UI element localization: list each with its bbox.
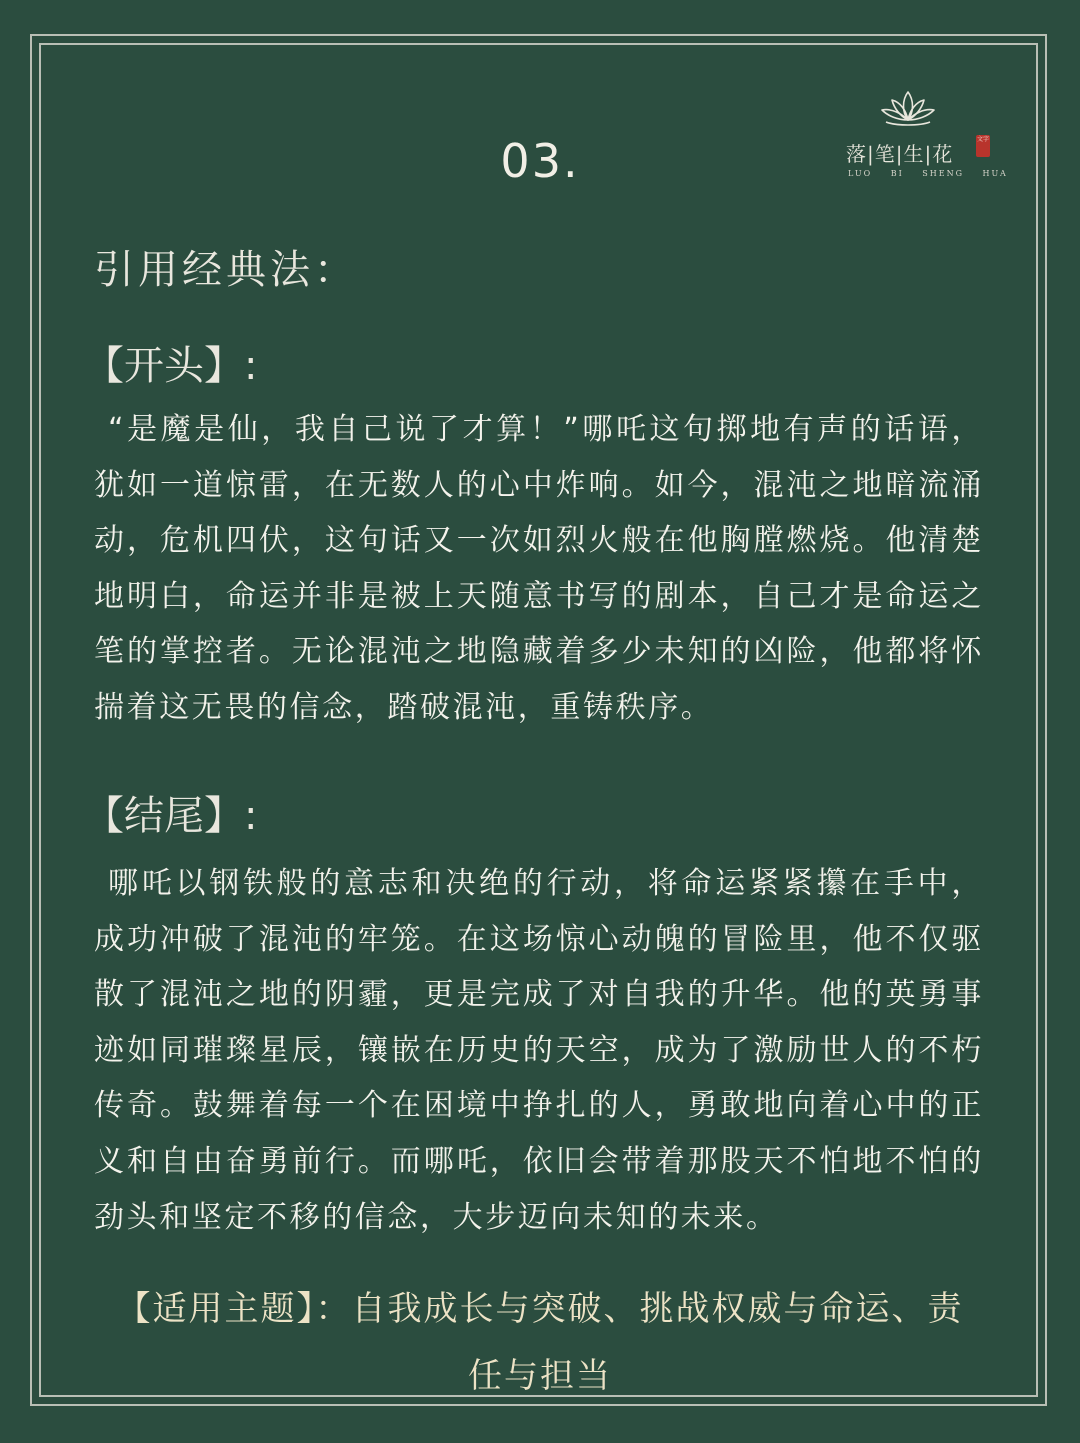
page-heading: 引用经典法： — [94, 247, 358, 293]
ending-paragraph: 哪吒以钢铁般的意志和决绝的行动，将命运紧紧攥在手中，成功冲破了混沌的牢笼。在这场惊心动魄的冒险里，他不仅驱散了混沌之地的阴霾，更是完成了对自我的升华。他的英勇事迹如同璀璨星辰，镶嵌在历史的天空，成为了激励世人的不朽传奇。鼓舞着每一个在困境中挣扎的人，勇敢地向着心中的正义和自由奋勇前行。而哪吒，依旧会带着那股天不怕地不怕的劲头和坚定不移的信念，大步迈向未知的未来。 — [94, 866, 984, 1235]
ending-label: 【结尾】: — [84, 793, 258, 839]
brand-name: 落|笔|生|花 — [846, 142, 954, 166]
applicable-themes — [0, 1276, 1080, 1410]
applicable-themes-text: 【适用主题】：自我成长与突破、挑战权威与命运、责任与担当 — [116, 1289, 964, 1396]
brand-seal: 文字 — [976, 135, 990, 157]
section-number: 03. — [500, 134, 580, 188]
brand-pinyin: LUO BI SHENG HUA — [848, 169, 1008, 178]
lotus-icon — [876, 88, 940, 130]
opening-label: 【开头】: — [84, 343, 258, 389]
opening-paragraph: “是魔是仙，我自己说了才算！”哪吒这句掷地有声的话语，犹如一道惊雷，在无数人的心中炸响。如今，混沌之地暗流涌动，危机四伏，这句话又一次如烈火般在他胸膛燃烧。他清楚地明白，命运并非是被上天随意书写的剧本，自己才是命运之笔的掌控者。无论混沌之地隐藏着多少未知的凶险，他都将怀揣着这无畏的信念，踏破混沌，重铸秩序。 — [94, 412, 984, 725]
